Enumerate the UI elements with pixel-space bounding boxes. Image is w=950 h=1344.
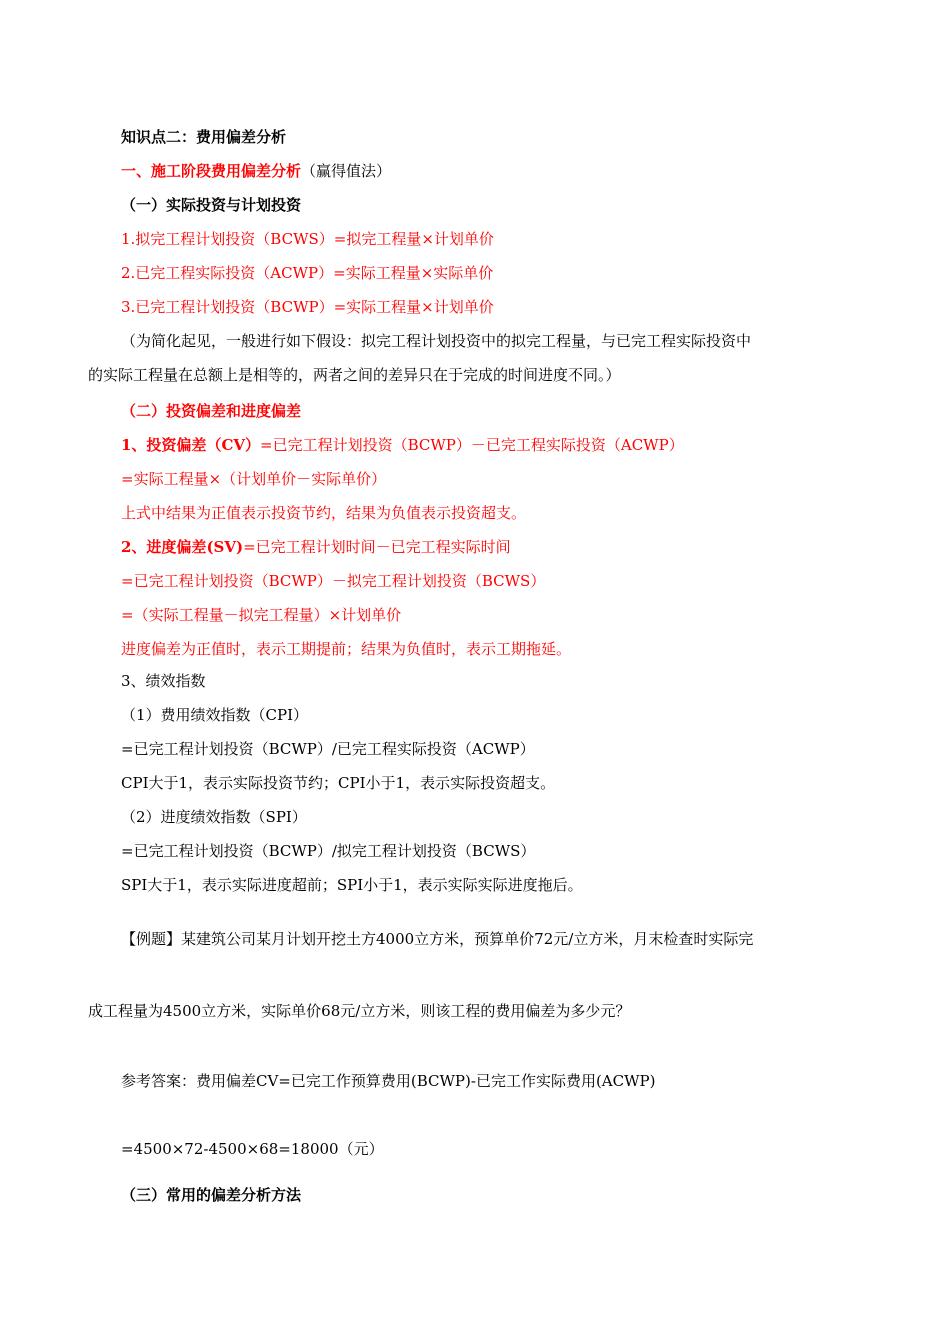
subheading-3: （三）常用的偏差分析方法 — [121, 1186, 302, 1204]
cv-label: 1、投资偏差（CV） — [121, 436, 261, 454]
cv-expression: =已完工程计划投资（BCWP）－已完工程实际投资（ACWP） — [260, 436, 684, 454]
example-line-2: 成工程量为4500立方米，实际单价68元/立方米，则该工程的费用偏差为多少元？ — [88, 1002, 631, 1020]
answer-line-1: 参考答案：费用偏差CV=已完工作预算费用(BCWP)-已完工作实际费用(ACWP) — [121, 1072, 656, 1090]
sv-label: 2、进度偏差(SV) — [121, 538, 244, 556]
formula-acwp: 2.已完工程实际投资（ACWP）=实际工程量×实际单价 — [121, 264, 494, 282]
heading-1-main: 一、施工阶段费用偏差分析 — [121, 162, 302, 180]
heading-1-note: （赢得值法） — [301, 162, 392, 180]
sv-explanation: 进度偏差为正值时，表示工期提前；结果为负值时，表示工期拖延。 — [121, 640, 572, 658]
answer-line-2: =4500×72-4500×68=18000（元） — [121, 1140, 384, 1158]
sv-expression-3: =（实际工程量－拟完工程量）×计划单价 — [121, 606, 402, 624]
section-title: 知识点二：费用偏差分析 — [121, 128, 287, 146]
cpi-explanation: CPI大于1，表示实际投资节约；CPI小于1，表示实际投资超支。 — [121, 774, 556, 792]
spi-title: （2）进度绩效指数（SPI） — [121, 808, 307, 826]
subheading-2: （二）投资偏差和进度偏差 — [121, 402, 302, 420]
subheading-1: （一）实际投资与计划投资 — [121, 196, 302, 214]
cpi-title: （1）费用绩效指数（CPI） — [121, 706, 309, 724]
cv-expression-2: =实际工程量×（计划单价－实际单价） — [121, 470, 387, 488]
formula-bcws: 1.拟完工程计划投资（BCWS）=拟完工程量×计划单价 — [121, 230, 494, 248]
note-line-2: 的实际工程量在总额上是相等的，两者之间的差异只在于完成的时间进度不同。） — [88, 366, 621, 384]
cpi-formula: =已完工程计划投资（BCWP）/已完工程实际投资（ACWP） — [121, 740, 535, 758]
cv-formula — [121, 434, 684, 456]
sv-expression: =已完工程计划时间－已完工程实际时间 — [243, 538, 511, 556]
note-line-1: （为简化起见，一般进行如下假设：拟完工程计划投资中的拟完工程量，与已完工程实际投资中 — [121, 332, 752, 350]
spi-formula: =已完工程计划投资（BCWP）/拟完工程计划投资（BCWS） — [121, 842, 536, 860]
heading-1 — [121, 160, 391, 182]
cv-explanation: 上式中结果为正值表示投资节约，结果为负值表示投资超支。 — [121, 504, 527, 522]
formula-bcwp: 3.已完工程计划投资（BCWP）=实际工程量×计划单价 — [121, 298, 494, 316]
performance-index-title: 3、绩效指数 — [121, 672, 206, 690]
spi-explanation: SPI大于1，表示实际进度超前；SPI小于1，表示实际实际进度拖后。 — [121, 876, 583, 894]
sv-expression-2: =已完工程计划投资（BCWP）－拟完工程计划投资（BCWS） — [121, 572, 546, 590]
example-line-1: 【例题】某建筑公司某月计划开挖土方4000立方米，预算单价72元/立方米，月末检查时实际完 — [121, 930, 754, 948]
sv-formula — [121, 536, 511, 558]
